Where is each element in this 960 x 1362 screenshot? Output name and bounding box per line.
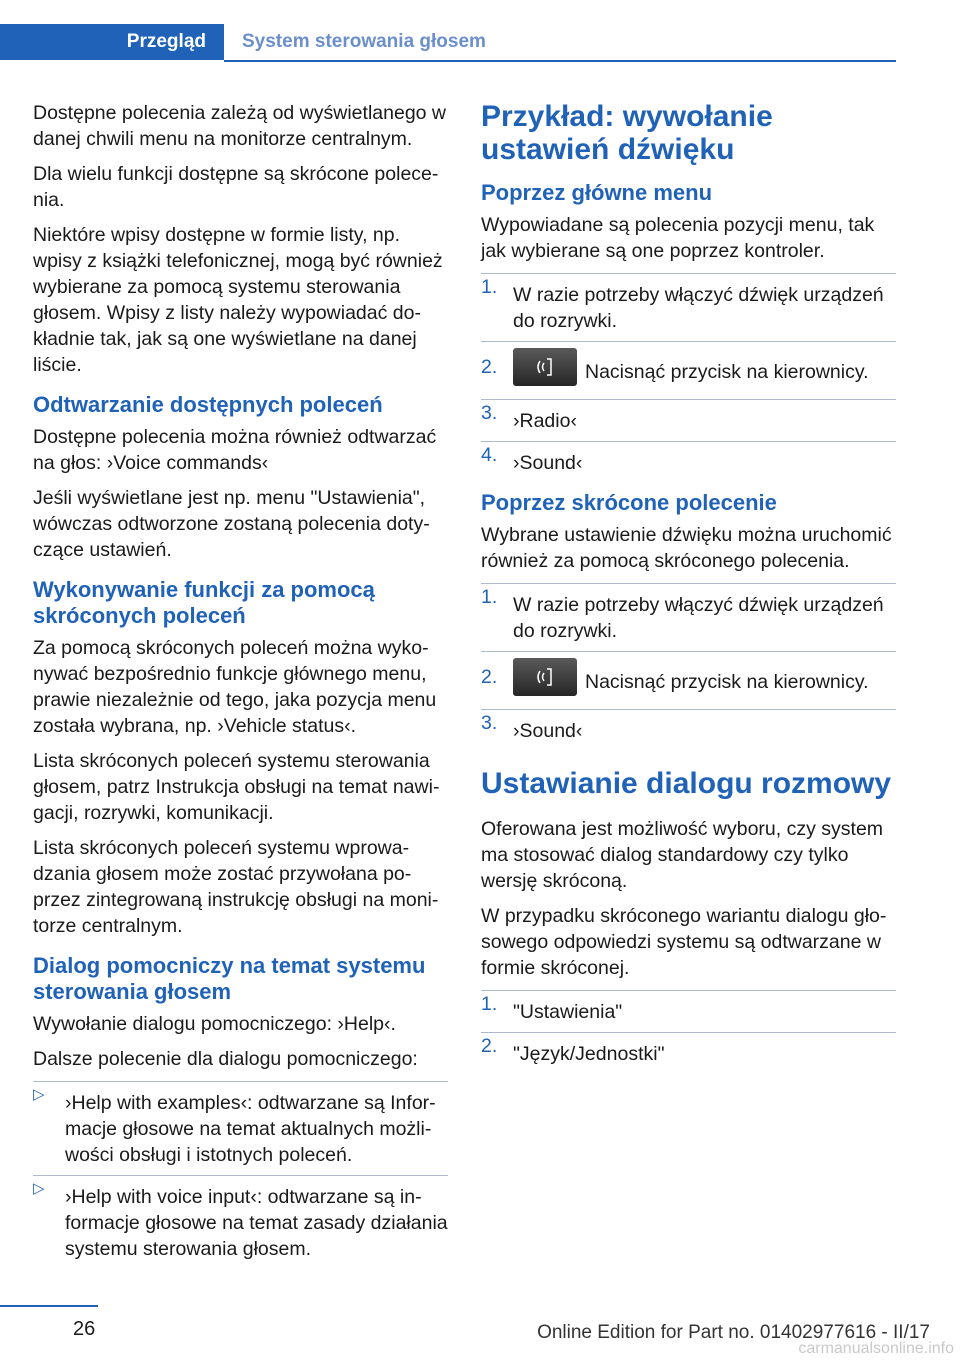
shortcuts-list-paragraph: Lista skróconych poleceń systemu sterowania głosem, patrz Instrukcja obsługi na temat nawigacji, rozrywki, komunikacji. [33,750,440,824]
steps-dialog [481,990,896,1067]
heading-playback: Odtwarzanie dostępnych poleceń [33,392,383,417]
heading-main-menu: Poprzez główne menu [481,180,713,205]
page-number: 26 [73,1318,96,1340]
footer-rule [0,1305,98,1307]
heading-help-dialog: Dialog pomocniczy na temat systemu sterowania głosem [33,953,426,1004]
page-header [0,0,960,62]
steps-short-command [481,583,896,744]
voice-button-icon [513,658,577,696]
chapter-title: System sterowania głosem [242,31,486,52]
list-item: 2. "Język/Jednostki" [481,1032,896,1067]
triangle-bullet-icon: ▷ [33,1180,45,1197]
right-column [481,100,896,1076]
heading-dialog-settings: Ustawianie dialogu rozmowy [481,767,892,800]
help-more-paragraph: Dalsze polecenie dla dialogu pomocniczego: [33,1048,418,1070]
list-item: ▷ ›Help with voice input‹: odtwarzane są informacje głosowe na temat zasady działania systemu sterowania głosem. [33,1175,448,1262]
edition-note: Online Edition for Part no. 01402977616 - II/17 [537,1322,930,1343]
heading-short-command: Poprzez skrócone polecenie [481,490,777,515]
watermark: carmanualsonline.info [798,1340,954,1357]
intro-paragraph: Dostępne polecenia zależą od wyświetlanego w danej chwili menu na monitorze centralnym. [33,102,447,150]
triangle-bullet-icon: ▷ [33,1086,45,1103]
heading-example: Przykład: wywołanie ustawień dźwięku [481,100,773,166]
list-item: 3. ›Sound‹ [481,709,896,744]
short-command-paragraph: Wybrane ustawienie dźwięku można uruchomić również za pomocą skróconego polecenia. [481,524,892,572]
playback-paragraph: Dostępne polecenia można również odtwarzać na głos: ›Voice commands‹ [33,426,437,474]
help-call-paragraph: Wywołanie dialogu pomocniczego: ›Help‹. [33,1013,396,1035]
settings-paragraph: Jeśli wyświetlane jest np. menu "Ustawienia", wówczas odtworzone zostaną polecenia dotyczące ustawień. [33,487,430,561]
heading-shortcuts: Wykonywanie funkcji za pomocą skróconych poleceń [33,577,375,628]
list-item: ▷ ›Help with examples‹: odtwarzane są Informacje głosowe na temat aktualnych możliwości obsługi i istotnych poleceń. [33,1081,448,1168]
help-bullet-list [33,1081,448,1262]
shortcuts-paragraph: Za pomocą skróconych poleceń można wykonywać bezpośrednio funkcje głównego menu, prawie niezależnie od tego, jaka pozycja menu została wybrana, np. ›Vehicle status‹. [33,637,437,737]
list-item: 1. W razie potrzeby włączyć dźwięk urządzeń do rozrywki. [481,583,896,644]
header-rule [224,60,896,62]
list-item: 3. ›Radio‹ [481,399,896,434]
steps-main-menu [481,273,896,476]
section-tab: Przegląd [0,24,224,60]
list-item: 2. Nacisnąć przycisk na kierownicy. [481,651,896,702]
voice-button-icon [513,348,577,386]
list-entries-note: Niektóre wpisy dostępne w formie listy, np. wpisy z książki telefonicznej, mogą być również wybierane za pomocą systemu sterowania głosem. Wpisy z listy należy wypowiadać dokładnie tak, jak są one wyświetlane na danej liście. [33,224,443,376]
list-item: 2. Nacisnąć przycisk na kierownicy. [481,341,896,392]
list-item: 1. W razie potrzeby włączyć dźwięk urządzeń do rozrywki. [481,273,896,334]
voice-input-list-paragraph: Lista skróconych poleceń systemu wprowadzania głosem może zostać przywołana poprzez zintegrowaną instrukcję obsługi na monitorze centralnym. [33,837,439,937]
shortcut-note: Dla wielu funkcji dostępne są skrócone polecenia. [33,163,439,211]
dialog-short-paragraph: W przypadku skróconego wariantu dialogu głosowego odpowiedzi systemu są odtwarzane w formie skróconej. [481,905,887,979]
main-menu-paragraph: Wypowiadane są polecenia pozycji menu, tak jak wybierane są one poprzez kontroler. [481,214,875,262]
list-item: 4. ›Sound‹ [481,441,896,476]
dialog-choice-paragraph: Oferowana jest możliwość wyboru, czy system ma stosować dialog standardowy czy tylko wersję skróconą. [481,818,884,892]
list-item: 1. "Ustawienia" [481,990,896,1025]
left-column [33,100,448,1271]
